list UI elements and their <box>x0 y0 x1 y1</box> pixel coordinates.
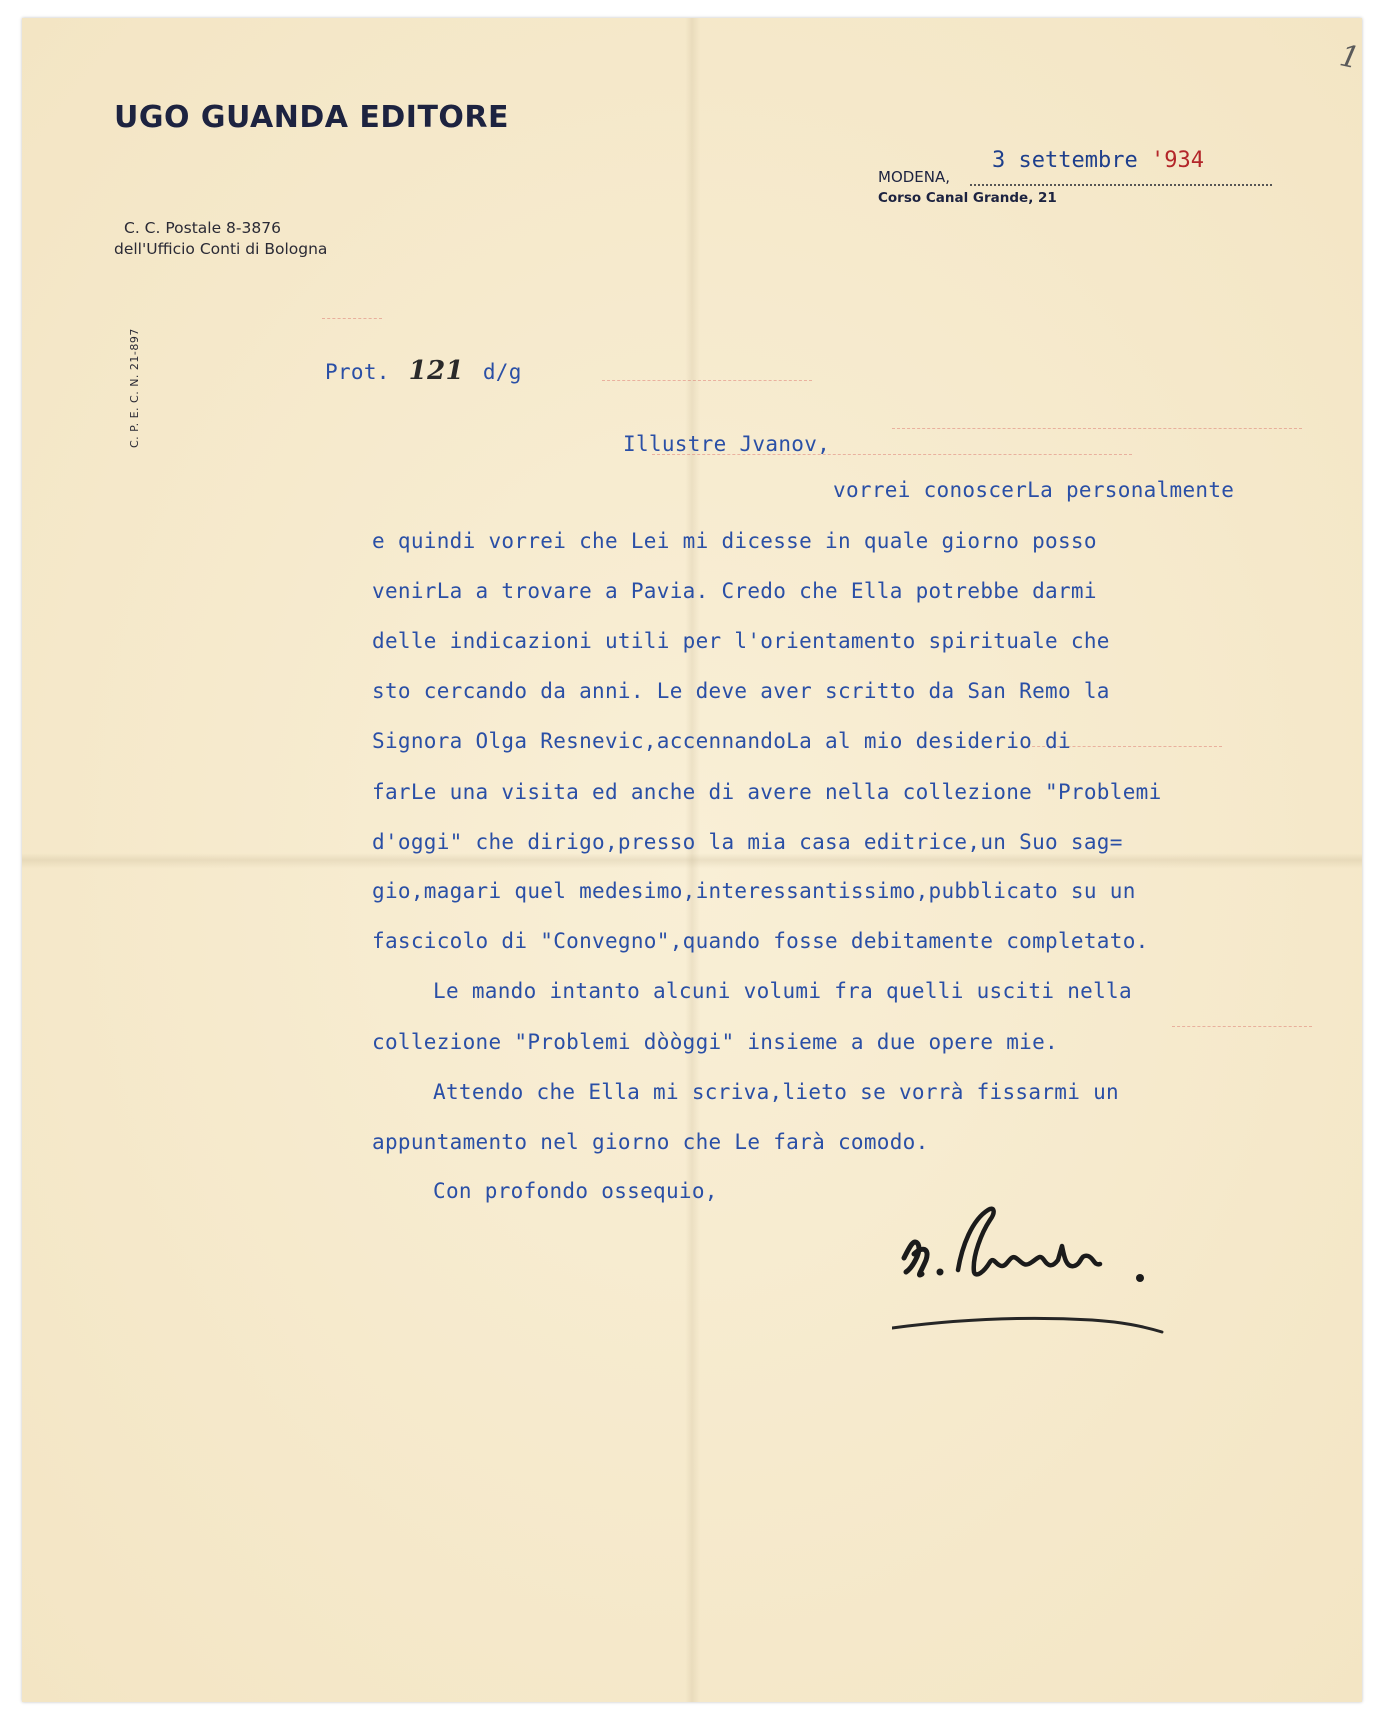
body-line: fascicolo di "Convegno",quando fosse debitamente completato. <box>372 929 1149 953</box>
body-line: collezione "Problemi dòòggi" insieme a due opere mie. <box>372 1030 1058 1054</box>
salutation: Illustre Jvanov, <box>623 432 831 456</box>
handwritten-signature <box>892 1186 1172 1336</box>
body-line: e quindi vorrei che Lei mi dicesse in quale giorno posso <box>372 529 1097 553</box>
body-line: venirLa a trovare a Pavia. Credo che Ella potrebbe darmi <box>372 579 1097 603</box>
body-line: delle indicazioni utili per l'orientamento spirituale che <box>372 629 1110 653</box>
postal-account-info <box>114 218 327 260</box>
letter-sheet <box>22 18 1362 1702</box>
publisher-address: Corso Canal Grande, 21 <box>878 190 1057 206</box>
body-line: gio,magari quel medesimo,interessantissimo,pubblicato su un <box>372 879 1136 903</box>
vertical-registration-code: C. P. E. C. N. 21-897 <box>128 328 141 448</box>
protocol-handwritten-number: 121 <box>408 356 464 386</box>
date-month: settembre <box>1018 148 1138 173</box>
body-line: Le mando intanto alcuni volumi fra quelli usciti nella <box>433 979 1132 1003</box>
faint-mark <box>602 380 812 381</box>
page-number: 1 <box>1336 38 1363 77</box>
body-line: Con profondo ossequio, <box>433 1179 718 1203</box>
date-dotted-line <box>970 184 1272 186</box>
date-year: '934 <box>1150 148 1204 173</box>
publisher-letterhead: UGO GUANDA EDITORE <box>114 100 510 135</box>
body-line: vorrei conoscerLa personalmente <box>833 478 1235 502</box>
body-line: Attendo che Ella mi scriva,lieto se vorrà fissarmi un <box>433 1080 1119 1104</box>
postal-office-line: dell'Ufficio Conti di Bologna <box>114 240 328 258</box>
letter-date <box>992 148 1204 173</box>
faint-mark <box>1172 1026 1312 1027</box>
body-line: d'oggi" che dirigo,presso la mia casa editrice,un Suo sag= <box>372 830 1123 854</box>
body-line: farLe una visita ed anche di avere nella collezione "Problemi <box>372 780 1162 804</box>
body-line: Signora Olga Resnevic,accennandoLa al mio desiderio di <box>372 729 1071 753</box>
faint-mark <box>892 428 1302 429</box>
protocol-prefix: Prot. <box>325 360 390 384</box>
protocol-number <box>325 356 522 386</box>
faint-mark <box>322 318 382 319</box>
body-line: appuntamento nel giorno che Le farà comodo. <box>372 1130 929 1154</box>
postal-account-line: C. C. Postale 8-3876 <box>124 219 281 237</box>
date-day: 3 <box>992 148 1006 173</box>
body-line: sto cercando da anni. Le deve aver scritto da San Remo la <box>372 679 1110 703</box>
protocol-suffix: d/g <box>482 360 522 384</box>
city-label: MODENA, <box>878 168 951 186</box>
